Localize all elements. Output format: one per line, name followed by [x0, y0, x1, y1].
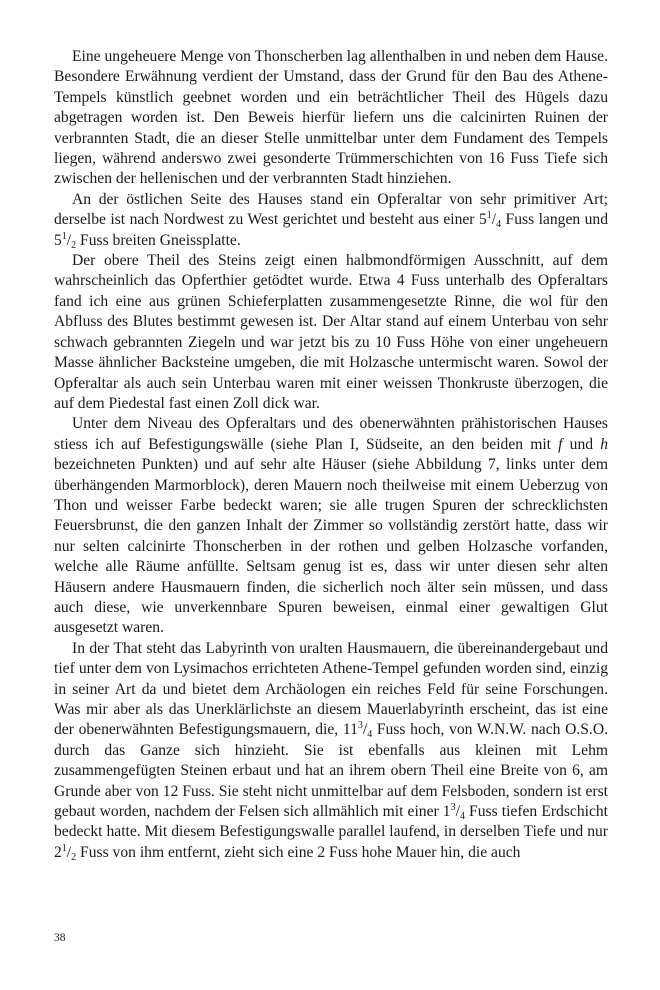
- text-run: Der obere Theil des Steins zeigt einen halbmondförmigen Ausschnitt, auf dem wahrscheinlich das Opferthier getödtet wurde. Etwa 4 Fuss unterhalb des Opferaltars fand ich eine aus grünen Schieferplatten zusammengesetzte Rinne, die wol für den Abfluss des Blutes bestimmt gewesen ist. Der Altar stand auf einem Unterbau von sehr schwach gebrannten Ziegeln und war jetzt bis zu 10 Fuss Höhe von einer ungeheuern Masse ähnlicher Backsteine umgeben, die mit Holzasche untermischt waren. Sowol der Opferaltar als auch sein Unterbau waren mit einer weissen Thonkruste überzogen, die auf dem Piedestal fast einen Zoll dick war.: [54, 252, 608, 412]
- text-run: bezeichneten Punkten) und auf sehr alte Häuser (siehe Abbildung 7, links unter dem überhängenden Marmorblock), deren Mauern noch theilweise mit einem Ueberzug von Thon und weisser Farbe bedeckt waren; sie alle trugen Spuren der schrecklichsten Feuersbrunst, die den ganzen Inhalt der Zimmer so vollständig zerstört hatte, dass wir nur selten calcinirte Thonscherben in der rothen und gelben Holzasche vorfanden, welche alle Räume anfüllte. Seltsam genug ist es, dass wir unter diesen sehr alten Häusern andere Hausmauern finden, die sicherlich noch älter sein müssen, und dass auch diese, wie unverkennbare Spuren beweisen, einmal einer gewaltigen Glut ausgesetzt waren.: [54, 456, 608, 637]
- text-run: Unter dem Niveau des Opferaltars und des obenerwähnten prähistorischen Hauses stiess ich auf Befestigungswälle (siehe Plan I, Südseite, an den beiden mit: [54, 415, 608, 453]
- italic-label: f: [558, 435, 563, 453]
- text-run: Fuss von ihm entfernt, zieht sich eine 2 Fuss hohe Mauer hin, die auch: [76, 843, 521, 861]
- text-run: /: [455, 803, 460, 821]
- fraction-denominator: 4: [496, 219, 502, 231]
- page-number: 38: [54, 932, 66, 944]
- fraction-denominator: 2: [71, 851, 77, 863]
- paragraph: [54, 639, 608, 863]
- paragraph: [54, 47, 608, 190]
- fraction-numerator: 3: [450, 802, 456, 814]
- paragraph: [54, 190, 608, 251]
- text-run: Fuss tiefen Erdschicht bedeckt hatte. Mit diesem Befestigungswalle parallel laufend, in derselben Tiefe und nur 2: [54, 803, 608, 861]
- text-run: Fuss breiten Gneissplatte.: [76, 231, 241, 249]
- fraction-numerator: 3: [357, 720, 363, 732]
- paragraph: [54, 251, 608, 414]
- fraction-numerator: 1: [61, 230, 67, 242]
- text-run: /: [491, 211, 497, 229]
- paragraph: [54, 414, 608, 638]
- text-run: Fuss hoch, von W.N.W. nach O.S.O. durch das Ganze sich hinzieht. Sie ist ebenfalls aus kleinen mit Lehm zusammengefügten Steinen erbaut und hat an ihrem obern Theil eine Breite von 6, am Grunde aber von 12 Fuss. Sie steht nicht unmittelbar auf dem Felsboden, sondern ist erst gebaut worden, nachdem der Felsen sich allmählich mit einer 1: [54, 721, 608, 821]
- text-run: und: [562, 435, 601, 453]
- text-run: An der östlichen Seite des Hauses stand ein Opferaltar von sehr primitiver Art; derselbe ist nach Nordwest zu West gerichtet und besteht aus einer 5: [54, 190, 608, 229]
- fraction-denominator: 2: [71, 239, 77, 251]
- text-run: In der That steht das Labyrinth von uralten Hausmauern, die übereinandergebaut und tief unter dem von Lysimachos errichteten Athene-Tempel gefunden worden sind, einzig in seiner Art da und bietet dem Archäologen ein reiches Feld für seine Forschungen. Was mir aber als das Unerklärlichste an diesem Mauerlabyrinth erscheint, das ist eine der obenerwähnten Befestigungsmauern, die, 11: [54, 639, 608, 739]
- fraction-numerator: 1: [486, 210, 492, 222]
- text-run: /: [66, 843, 72, 861]
- page-body: [54, 47, 608, 863]
- fraction-numerator: 1: [61, 842, 67, 854]
- text-run: /: [66, 231, 72, 249]
- fraction-denominator: 4: [367, 729, 373, 741]
- text-run: Eine ungeheuere Menge von Thonscherben lag allenthalben in und neben dem Hause. Besondere Erwähnung verdient der Umstand, dass der Grund für den Bau des Athene-Tempels künstlich geebnet worden und ein beträchtlicher Theil des Hügels dazu abgetragen worden ist. Den Beweis hierfür liefern uns die calcinirten Ruinen der verbrannten Stadt, die an dieser Stelle unmittelbar unter dem Fundament des Tempels liegen, während anderswo zwei gesonderte Trümmerschichten von 16 Fuss Tiefe sich zwischen der hellenischen und der verbrannten Stadt hinziehen.: [54, 48, 608, 188]
- text-run: /: [362, 721, 368, 739]
- text-run: Fuss langen und 5: [54, 211, 608, 249]
- fraction-denominator: 4: [459, 811, 465, 823]
- italic-label: h: [600, 435, 608, 453]
